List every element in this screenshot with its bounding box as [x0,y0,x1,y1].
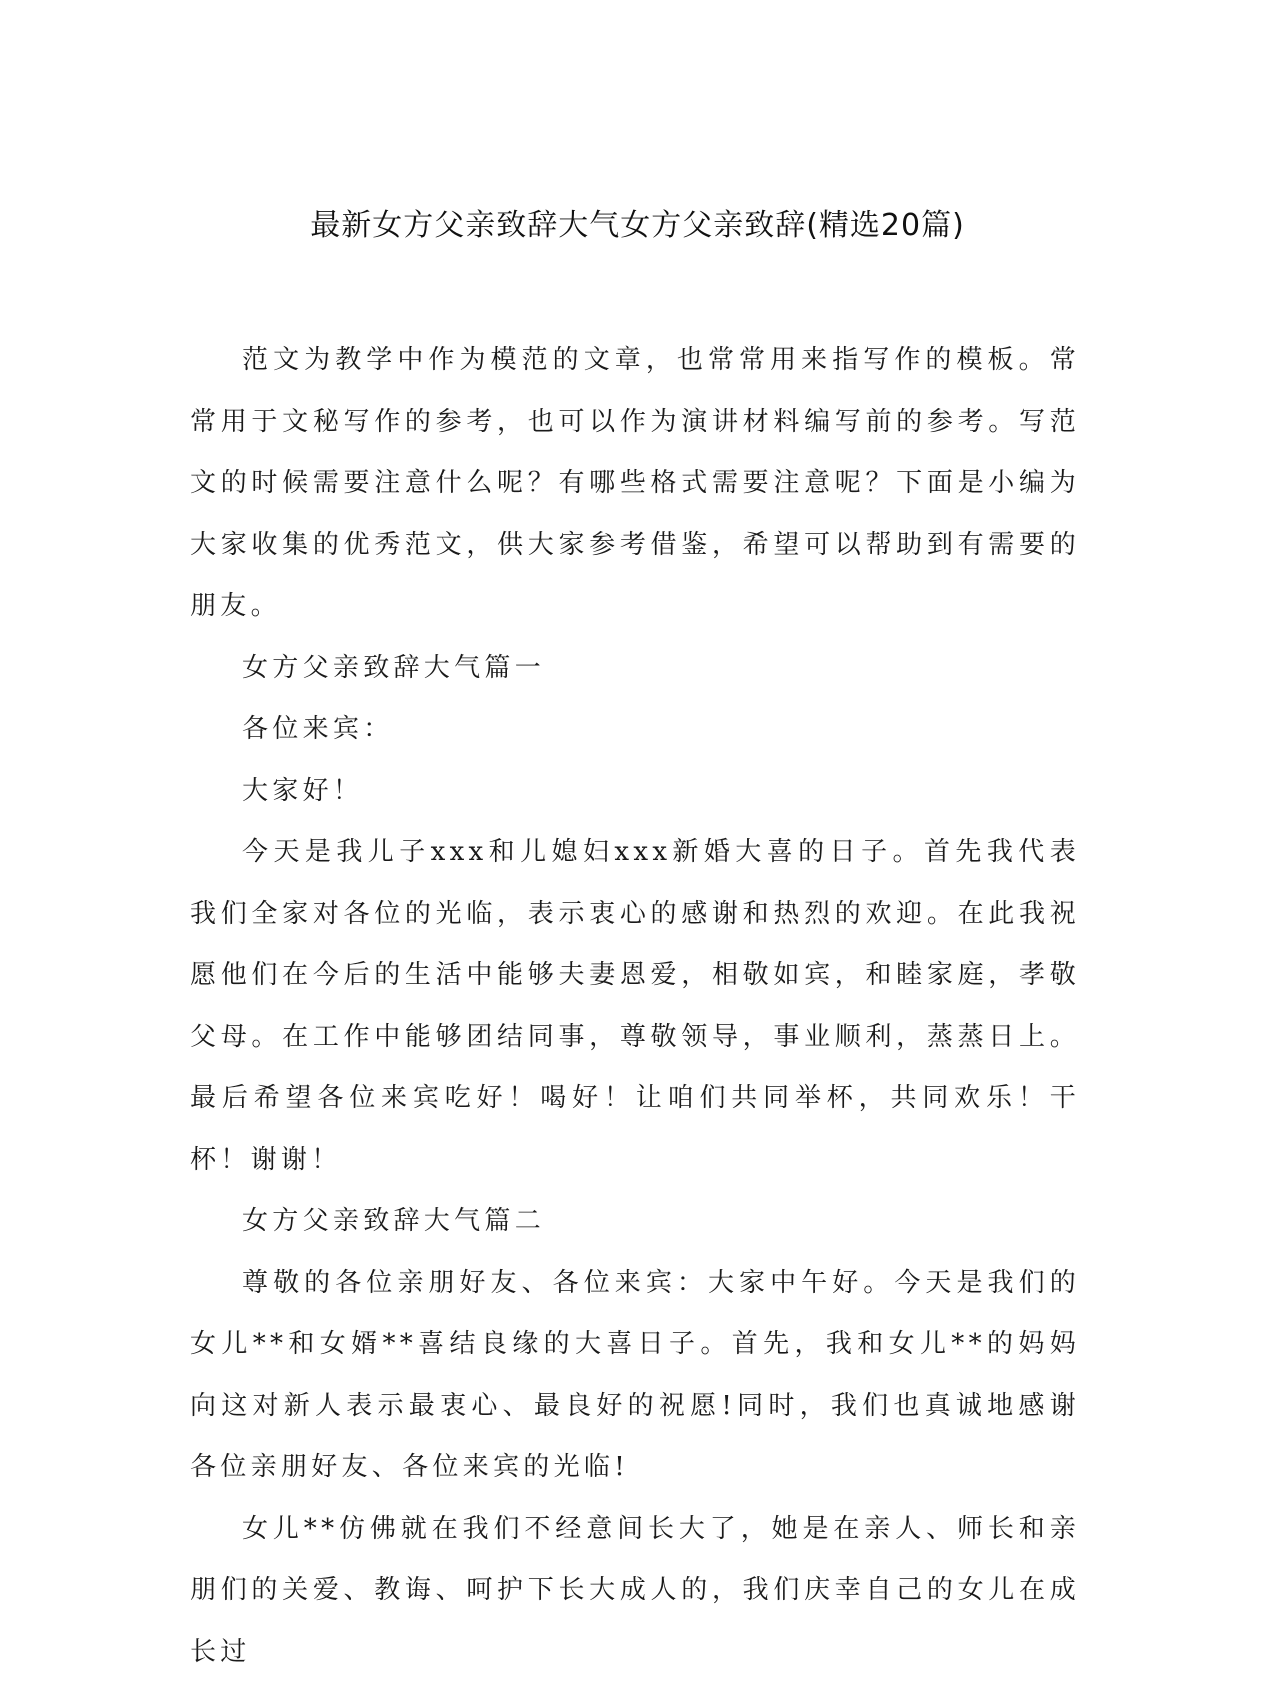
greeting: 大家好！ [190,761,1080,823]
document-title: 最新女方父亲致辞大气女方父亲致辞(精选20篇) [0,204,1275,248]
speech-paragraph-1: 今天是我儿子xxx和儿媳妇xxx新婚大喜的日子。首先我代表我们全家对各位的光临，表示衷心的感谢和热烈的欢迎。在此我祝愿他们在今后的生活中能够夫妻恩爱，相敬如宾，和睦家庭，孝敬父母。在工作中能够团结同事，尊敬领导，事业顺利，蒸蒸日上。最后希望各位来宾吃好！喝好！让咱们共同举杯，共同欢乐！干杯！谢谢！ [190,822,1080,1191]
document-body [190,330,1080,1683]
speech-paragraph-3: 女儿**仿佛就在我们不经意间长大了，她是在亲人、师长和亲朋们的关爱、教诲、呵护下长大成人的，我们庆幸自己的女儿在成长过 [190,1499,1080,1683]
intro-paragraph: 范文为教学中作为模范的文章，也常常用来指写作的模板。常常用于文秘写作的参考，也可以作为演讲材料编写前的参考。写范文的时候需要注意什么呢？有哪些格式需要注意呢？下面是小编为大家收集的优秀范文，供大家参考借鉴，希望可以帮助到有需要的朋友。 [190,330,1080,638]
section-heading-1: 女方父亲致辞大气篇一 [190,638,1080,700]
section-heading-2: 女方父亲致辞大气篇二 [190,1191,1080,1253]
speech-paragraph-2: 尊敬的各位亲朋好友、各位来宾：大家中午好。今天是我们的女儿**和女婿**喜结良缘的大喜日子。首先，我和女儿**的妈妈向这对新人表示最衷心、最良好的祝愿!同时，我们也真诚地感谢各位亲朋好友、各位来宾的光临! [190,1253,1080,1499]
salutation: 各位来宾： [190,699,1080,761]
